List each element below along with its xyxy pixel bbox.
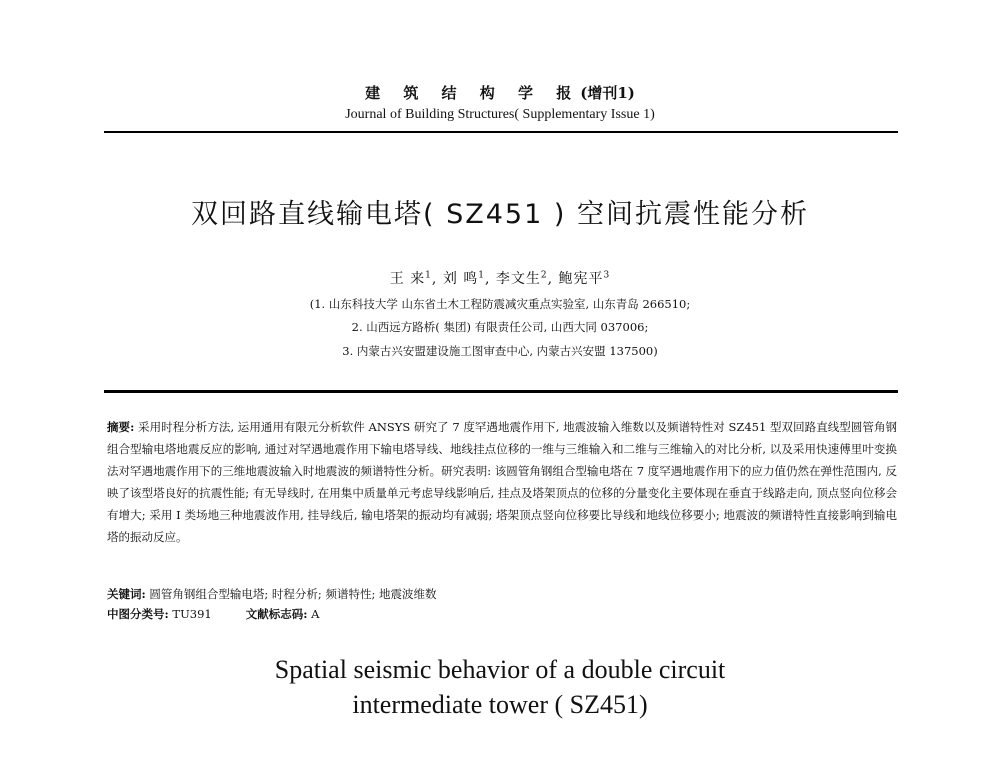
abstract-label: 摘要: xyxy=(107,420,135,434)
abstract xyxy=(107,416,897,548)
keywords xyxy=(107,584,897,604)
author-list xyxy=(0,268,1000,288)
document-code-value: A xyxy=(307,607,320,621)
paper-title-en xyxy=(0,652,1000,722)
author-separator: , xyxy=(485,271,496,287)
keywords-label: 关键词: xyxy=(107,587,146,601)
author-affiliation-mark: 1 xyxy=(425,270,432,281)
paper-title-cn: 双回路直线输电塔( SZ451 ) 空间抗震性能分析 xyxy=(191,199,809,230)
classification-value: TU391 xyxy=(168,607,212,621)
author-name: 王 来 xyxy=(389,271,426,287)
author-separator: , xyxy=(547,271,559,287)
affiliation: 3. 内蒙古兴安盟建设施工图审查中心, 内蒙古兴安盟 137500) xyxy=(342,344,658,358)
document-code-label: 文献标志码: xyxy=(245,607,308,621)
author-name: 刘 鸣 xyxy=(442,271,479,287)
abstract-text: 采用时程分析方法, 运用通用有限元分析软件 ANSYS 研究了 7 度罕遇地震作用下, 地震波输入维数以及频谱特性对 SZ451 型双回路直线型圆管角钢组合型输电塔地震反应的影响, 通过对罕遇地震作用下输电塔导线、地线挂点位移的一维与三维输入和二维与三维输入的对比分析, 以及采用快速傅里叶变换法对罕遇地震作用下的三维地震波输入时地震波的频谱特性分析。研究表明: 该圆管角钢组合型输电塔在 7 度罕遇地震作用下的应力值仍然在弹性范围内, 反映了该型塔良好的抗震性能; 有无导线时, 在用集中质量单元考虑导线影响后, 挂点及塔架顶点的位移的分量变化主要体现在垂直于线路走向, 顶点竖向位移会有增大; 采用 I 类场地三种地震波作用, 挂导线后, 输电塔架的振动均有减弱; 塔架顶点竖向位移要比导线和地线位移要小; 地震波的频谱特性直接影响到输电塔的振动反应。 xyxy=(107,420,897,544)
affiliation: (1. 山东科技大学 山东省土木工程防震减灾重点实验室, 山东青岛 266510; xyxy=(309,297,691,311)
journal-name-cn: 建 筑 结 构 学 报 xyxy=(365,84,581,102)
section-rule xyxy=(104,390,898,393)
journal-issue-cn: (增刊1) xyxy=(580,84,635,102)
keywords-text: 圆管角钢组合型输电塔; 时程分析; 频谱特性; 地震波维数 xyxy=(145,587,437,601)
paper-title-en-line: intermediate tower ( SZ451) xyxy=(352,690,648,719)
author-separator: , xyxy=(431,271,443,287)
classification xyxy=(107,604,897,624)
classification-label: 中图分类号: xyxy=(107,607,169,621)
author-name: 鲍宪平 xyxy=(558,271,604,287)
affiliation: 2. 山西远方路桥( 集团) 有限责任公司, 山西大同 037006; xyxy=(351,320,649,334)
journal-title-cn xyxy=(0,82,1000,103)
author-affiliation-mark: 3 xyxy=(603,270,611,281)
author-affiliation-mark: 2 xyxy=(540,270,548,281)
header-rule xyxy=(104,131,898,133)
author-affiliation-mark: 1 xyxy=(478,270,485,281)
journal-title-en: Journal of Building Structures( Supplementary Issue 1) xyxy=(345,107,655,122)
author-name: 李文生 xyxy=(495,271,541,287)
paper-title-en-line: Spatial seismic behavior of a double circuit xyxy=(274,655,726,684)
